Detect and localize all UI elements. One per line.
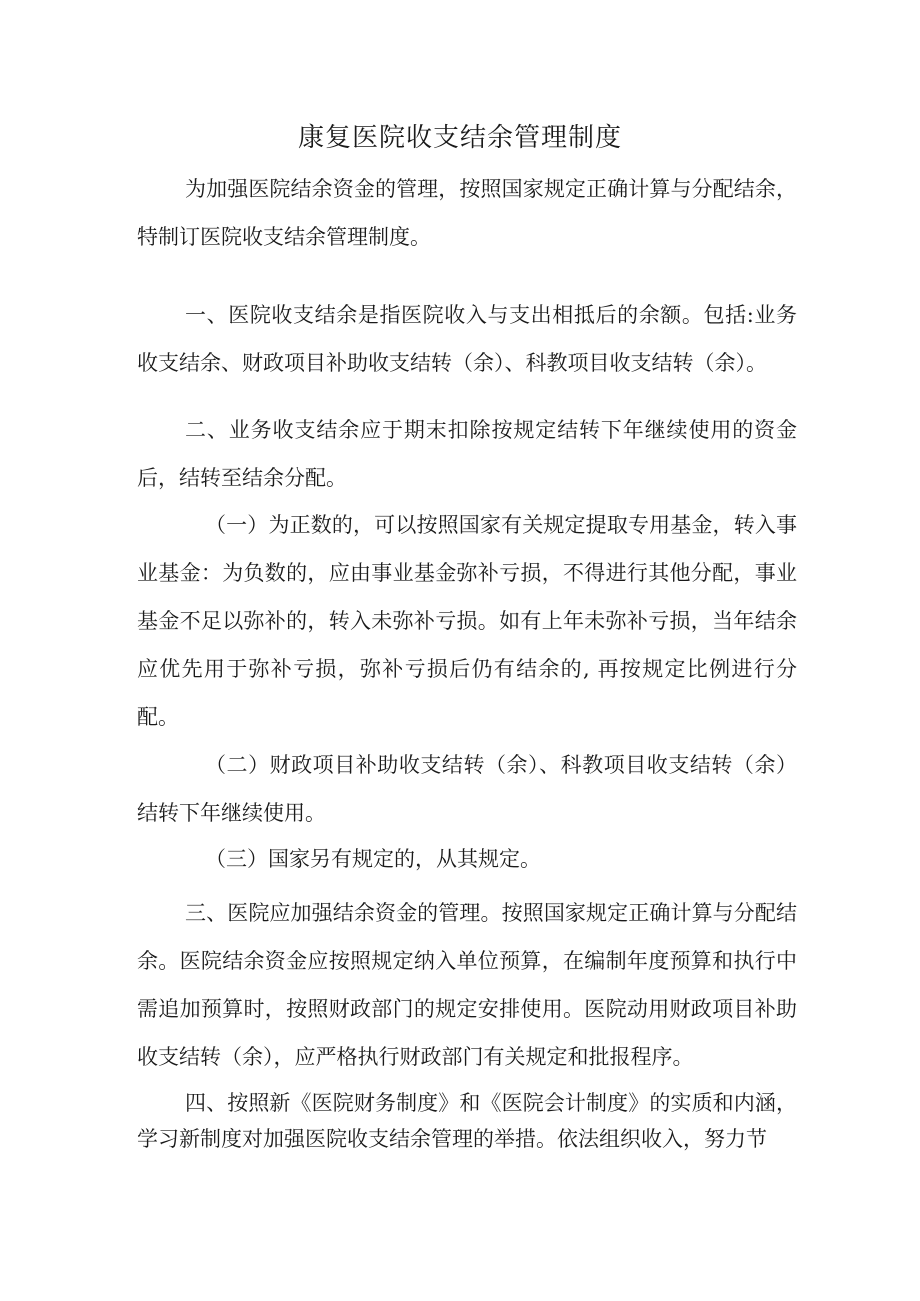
- paragraph-section-2: 二、业务收支结余应于期末扣除按规定结转下年继续使用的资金后，结转至结余分配。: [137, 418, 797, 490]
- paragraph-section-2-item-3: （三）国家另有规定的，从其规定。: [205, 847, 541, 871]
- paragraph-intro: 为加强医院结余资金的管理，按照国家规定正确计算与分配结余，特制订医院收支结余管理制度。: [137, 177, 797, 249]
- paragraph-section-3: 三、医院应加强结余资金的管理。按照国家规定正确计算与分配结余。医院结余资金应按照规定纳入单位预算，在编制年度预算和执行中需追加预算时，按照财政部门的规定安排使用。医院动用财政项目补助收支结转（余），应严格执行财政部门有关规定和批报程序。: [137, 901, 797, 1069]
- paragraph-section-2-item-1: （一）为正数的，可以按照国家有关规定提取专用基金，转入事业基金：为负数的，应由事业基金弥补亏损，不得进行其他分配，事业基金不足以弥补的，转入未弥补亏损。如有上年未弥补亏损，当年结余应优先用于弥补亏损，弥补亏损后仍有结余的, 再按规定比例进行分配。: [137, 513, 797, 729]
- document-title: 康复医院收支结余管理制度: [297, 123, 622, 153]
- paragraph-section-4: 四、按照新《医院财务制度》和《医院会计制度》的实质和内涵，学习新制度对加强医院收支结余管理的举措。依法组织收入，努力节: [137, 1091, 797, 1151]
- paragraph-section-1: 一、医院收支结余是指医院收入与支出相抵后的余额。包括:业务收支结余、财政项目补助收支结转（余）、科教项目收支结转（余）。: [137, 303, 797, 375]
- paragraph-section-2-item-2: （二）财政项目补助收支结转（余）、科教项目收支结转（余）结转下年继续使用。: [137, 753, 797, 825]
